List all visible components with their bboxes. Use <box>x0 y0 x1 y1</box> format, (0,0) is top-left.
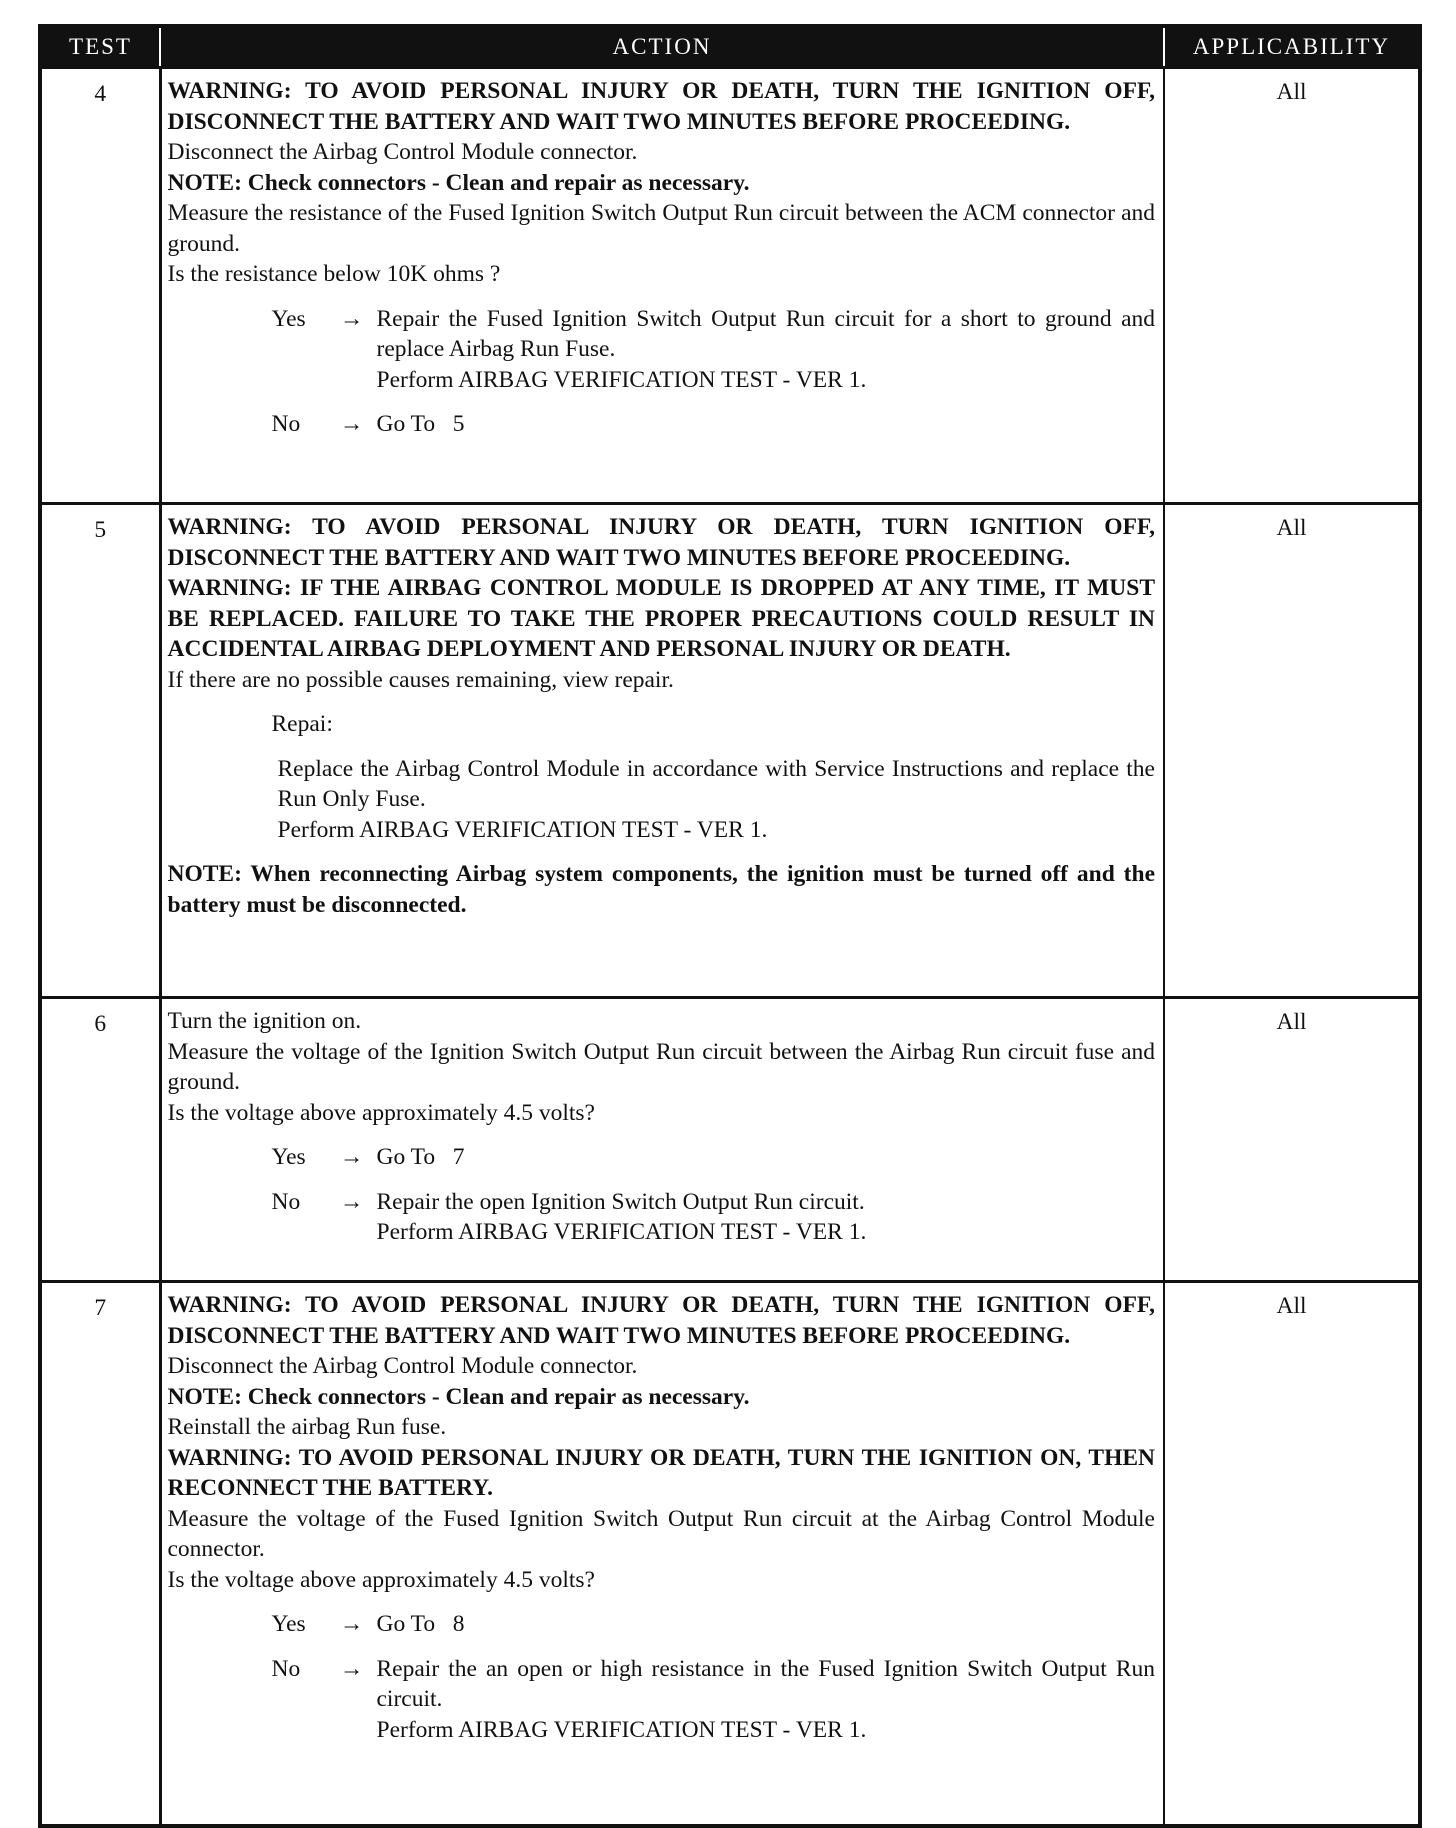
step-text: Reinstall the airbag Run fuse. <box>167 1414 447 1440</box>
no-label: No <box>271 1655 301 1682</box>
action-cell <box>160 68 1164 504</box>
table-row <box>40 1282 1420 1827</box>
action-cell <box>160 998 1164 1282</box>
arrow-right-icon: → <box>339 1655 364 1682</box>
action-cell <box>160 504 1164 998</box>
header-test: TEST <box>40 26 160 68</box>
no-label: No <box>271 411 301 437</box>
diagnostic-table <box>38 24 1422 1828</box>
no-text: Repair the an open or high resistance in the Fused Ignition Switch Output Run circuit. <box>376 1655 1155 1712</box>
applicability-cell: All <box>1164 504 1420 998</box>
yes-text: Perform AIRBAG VERIFICATION TEST - VER 1. <box>376 366 867 393</box>
test-number: 7 <box>40 1282 160 1827</box>
no-text: Perform AIRBAG VERIFICATION TEST - VER 1. <box>376 1716 867 1743</box>
no-body <box>377 1187 1156 1248</box>
warning-text: WARNING: TO AVOID PERSONAL INJURY OR DEATH, TURN THE IGNITION OFF, DISCONNECT THE BATTERY AND WAIT TWO MINUTES BEFORE PROCEEDING. <box>167 1292 1155 1349</box>
yes-label: Yes <box>271 1611 306 1637</box>
step-text: Disconnect the Airbag Control Module connector. <box>167 139 638 165</box>
action-cell <box>160 1282 1164 1827</box>
repair-text: Replace the Airbag Control Module in accordance with Service Instructions and replace the Run Only Fuse. <box>277 755 1155 812</box>
question-text: Is the voltage above approximately 4.5 volts? <box>167 1566 595 1593</box>
table-row <box>40 68 1420 504</box>
header-action: ACTION <box>160 26 1164 68</box>
no-response <box>272 409 1156 440</box>
arrow-right-icon: → <box>339 305 364 332</box>
step-text: Turn the ignition on. <box>167 1008 362 1034</box>
yes-response <box>272 1142 1156 1173</box>
applicability-cell: All <box>1164 68 1420 504</box>
yes-text: Go To 7 <box>376 1144 465 1170</box>
warning-text: WARNING: TO AVOID PERSONAL INJURY OR DEATH, TURN IGNITION OFF, DISCONNECT THE BATTERY AND WAIT TWO MINUTES BEFORE PROCEEDING. <box>167 514 1155 571</box>
no-text: Repair the open Ignition Switch Output Run circuit. <box>376 1188 865 1215</box>
step-text: Measure the voltage of the Fused Ignition Switch Output Run circuit at the Airbag Control Module connector. <box>167 1505 1155 1562</box>
yes-label: Yes <box>271 1144 306 1170</box>
arrow-right-icon: → <box>339 1188 364 1215</box>
no-response <box>272 1187 1156 1248</box>
table-row <box>40 998 1420 1282</box>
repair-body <box>278 754 1156 846</box>
note-text: NOTE: Check connectors - Clean and repair as necessary. <box>167 1383 750 1410</box>
yes-text: Go To 8 <box>376 1611 465 1637</box>
warning-text: WARNING: TO AVOID PERSONAL INJURY OR DEATH, TURN THE IGNITION ON, THEN RECONNECT THE BATTERY. <box>167 1444 1155 1501</box>
arrow-right-icon: → <box>339 1611 364 1637</box>
no-text: Go To 5 <box>376 411 465 437</box>
yes-body <box>377 304 1156 396</box>
test-number: 4 <box>40 68 160 504</box>
table-header <box>40 26 1420 68</box>
step-text: If there are no possible causes remaining, view repair. <box>167 666 674 693</box>
yes-response <box>272 304 1156 396</box>
table-row <box>40 504 1420 998</box>
yes-label: Yes <box>271 305 306 332</box>
header-applicability: APPLICABILITY <box>1164 26 1420 68</box>
step-text: Measure the resistance of the Fused Ignition Switch Output Run circuit between the ACM connector and ground. <box>167 200 1155 257</box>
repair-label: Repai: <box>271 711 333 737</box>
arrow-right-icon: → <box>339 1144 364 1170</box>
applicability-cell: All <box>1164 998 1420 1282</box>
test-number: 5 <box>40 504 160 998</box>
note-text: NOTE: Check connectors - Clean and repair as necessary. <box>167 169 750 196</box>
no-text: Perform AIRBAG VERIFICATION TEST - VER 1. <box>376 1219 867 1245</box>
no-response <box>272 1654 1156 1746</box>
yes-response <box>272 1609 1156 1640</box>
no-label: No <box>271 1188 301 1215</box>
warning-text: WARNING: TO AVOID PERSONAL INJURY OR DEATH, TURN THE IGNITION OFF, DISCONNECT THE BATTERY AND WAIT TWO MINUTES BEFORE PROCEEDING. <box>167 78 1155 135</box>
arrow-right-icon: → <box>339 411 364 437</box>
note-text: NOTE: When reconnecting Airbag system components, the ignition must be turned off and the battery must be disconnected. <box>167 861 1155 918</box>
applicability-cell: All <box>1164 1282 1420 1827</box>
test-number: 6 <box>40 998 160 1282</box>
step-text: Measure the voltage of the Ignition Switch Output Run circuit between the Airbag Run circuit fuse and ground. <box>167 1038 1155 1095</box>
repair-text: Perform AIRBAG VERIFICATION TEST - VER 1. <box>277 816 768 843</box>
warning-text: WARNING: IF THE AIRBAG CONTROL MODULE IS DROPPED AT ANY TIME, IT MUST BE REPLACED. FAILURE TO TAKE THE PROPER PRECAUTIONS COULD RESULT IN ACCIDENTAL AIRBAG DEPLOYMENT AND PERSONAL INJURY OR DEATH. <box>167 575 1155 662</box>
question-text: Is the resistance below 10K ohms ? <box>167 261 501 287</box>
no-body <box>377 1654 1156 1746</box>
step-text: Disconnect the Airbag Control Module connector. <box>167 1353 638 1379</box>
question-text: Is the voltage above approximately 4.5 volts? <box>167 1099 595 1126</box>
yes-text: Repair the Fused Ignition Switch Output Run circuit for a short to ground and replace Airbag Run Fuse. <box>376 305 1155 362</box>
